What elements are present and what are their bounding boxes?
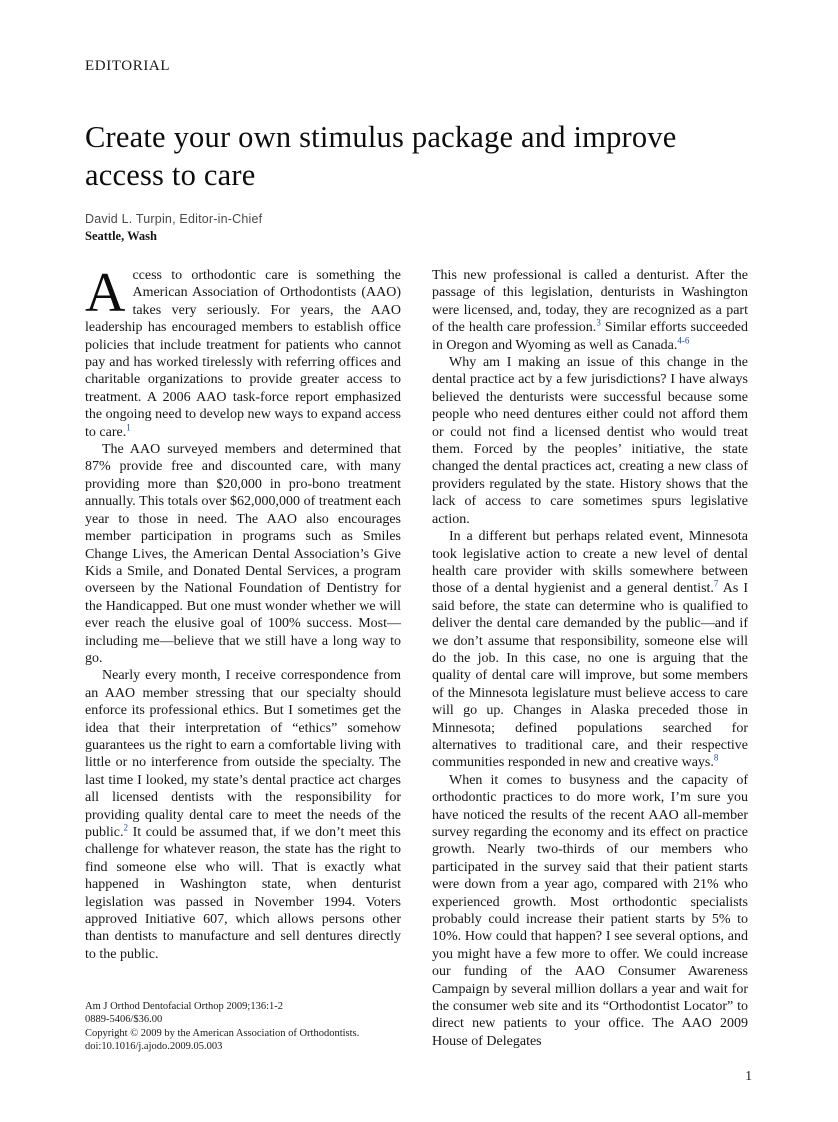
paragraph: Access to orthodontic care is something the American Association of Orthodontists (AAO) takes very seriously. For years, the AAO leadership has encouraged members to establish office policies that include treatment for patients who cannot pay and has worked tirelessly with referring offices and charitable organizations to provide greater access to treatment. A 2006 AAO task-force report emphasized the ongoing need to develop new ways to expand access to care.$^1$ — [85, 262, 401, 440]
journal-footnote — [85, 1000, 425, 1054]
paragraph: In a different but perhaps related event, Minnesota took legislative action to create a new level of dental health care provider with skills somewhere between those of a dental hygienist and a general dentist.$^7$ As I said before, the state can determine who is qualified to deliver the dental care demanded by the public—and if we don’t assume that responsibility, someone else will do the job. In this case, no one is arguing that the quality of dental care will improve, but some members of the Minnesota legislature must believe access to care will go up. Changes in Alaska preceded those in Minnesota; defined populations searched for alternatives to traditional care, and their respective communities responded in new and creative ways.$^8$ — [432, 529, 748, 771]
section-label: EDITORIAL — [85, 58, 171, 74]
paragraph: Nearly every month, I receive correspondence from an AAO member stressing that our specialty should enforce its professional ethics. But I sometimes get the idea that their interpretation of “ethics” somehow guarantees us the right to earn a comfortable living with little or no interference from outside the specialty. The last time I looked, my state’s dental practice act charges all licensed dentists with the responsibility for providing quality dental care to meet the needs of the public.$^2$ It could be assumed that, if we don’t meet this challenge for whatever reason, the state has the right to find someone else who will. That is exactly what happened in Washington state, when denturist legislation was passed in November 1994. Voters approved Initiative 607, which allows persons other than dentists to manufacture and sell dentures directly to the public. — [85, 668, 401, 962]
author-location: Seattle, Wash — [85, 229, 157, 243]
reference-superscript[interactable]: 1 — [126, 422, 131, 432]
footnote-line: 0889-5406/$36.00 — [85, 1014, 163, 1026]
paragraph: This new professional is called a denturist. After the passage of this legislation, denturists in Washington were licensed, and, today, they are recognized as a part of the health care profession.$^3$ Similar efforts succeeded in Oregon and Wyoming as well as Canada.$^{4-6}$ — [432, 268, 748, 353]
paragraph: When it comes to busyness and the capacity of orthodontic practices to do more work, I’m sure you have noticed the results of the recent AAO all-member survey regarding the economy and its effect on practice growth. Nearly two-thirds of our members who participated in the survey said that their patient starts were down from a year ago, compared with 21% who experienced growth. Most orthodontic specialists probably could increase their patient starts by 5% to 10%. How could that happen? I see several options, and you might have a few more to offer. We could increase our funding of the AAO Consumer Awareness Campaign by several million dollars a year and wait for the consumer web site and its “Orthodontist Locator” to direct new patients to your office. The AAO 2009 House of Delegates — [432, 772, 748, 1049]
article-body — [85, 262, 754, 1050]
page-number: 1 — [745, 1068, 752, 1083]
footnote-line: Am J Orthod Dentofacial Orthop 2009;136:1-2 — [85, 1001, 284, 1012]
footnote-line: Copyright © 2009 by the American Association of Orthodontists. — [85, 1027, 360, 1039]
reference-superscript[interactable]: 4-6 — [677, 334, 690, 345]
right-column — [432, 267, 748, 1050]
reference-superscript[interactable]: 2 — [123, 822, 128, 833]
paragraph: Why am I making an issue of this change in the dental practice act by a few jurisdictions? I have always believed the denturists were successful because some people who need dentures either could not afford them or could not find a licensed dentist who would treat them. Forced by the peoples’ initiative, the state changed the dental practices act, creating a new class of providers regulated by the state. History shows that the lack of access to care sometimes spurs legislative action. — [432, 355, 748, 527]
reference-superscript[interactable]: 7 — [713, 578, 719, 589]
reference-superscript[interactable]: 3 — [596, 317, 601, 328]
drop-cap: A — [85, 262, 126, 324]
left-column — [85, 262, 401, 1050]
footnote-line: doi:10.1016/j.ajodo.2009.05.003 — [85, 1041, 223, 1053]
reference-superscript[interactable]: 8 — [713, 752, 719, 763]
article-title: Create your own stimulus package and improve access to care — [85, 120, 677, 192]
author-byline: David L. Turpin, Editor-in-Chief — [85, 212, 263, 226]
paragraph: The AAO surveyed members and determined that 87% provide free and discounted care, with many providing more than $20,000 in pro-bono treatment annually. This totals over $62,000,000 of treatment each year to those in need. The AAO also encourages member participation in programs such as Smiles Change Lives, the American Dental Association’s Give Kids a Smile, and Donated Dental Services, a program overseen by the National Foundation of Dentistry for the Handicapped. But one must wonder whether we will ever reach the elusive goal of 100% success. Most—including me—believe that we still have a long way to go. — [85, 442, 401, 666]
